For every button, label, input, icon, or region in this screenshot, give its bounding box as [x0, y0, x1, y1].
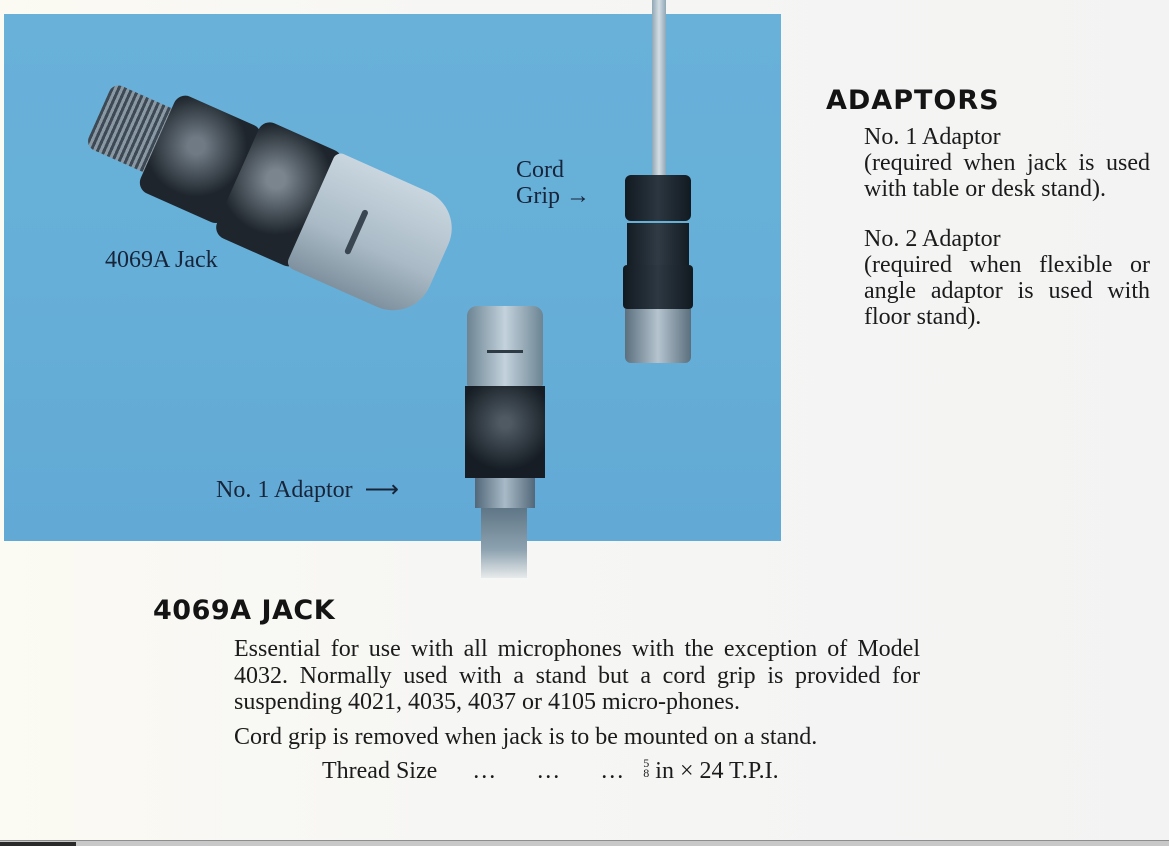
long-arrow-right-icon: ⟶ — [364, 477, 400, 503]
caption-cord-grip-word: Grip — [516, 183, 560, 209]
adaptor-item-description: (required when flexible or angle adaptor is used with floor stand). — [864, 252, 1150, 330]
thread-size-spec — [322, 758, 933, 784]
fraction-numerator: 5 — [643, 756, 650, 770]
jack-illustration — [15, 54, 433, 401]
adaptor-item-description: (required when jack is used with table or desk stand). — [864, 150, 1150, 202]
cord-grip-middle — [627, 223, 689, 265]
cord-grip-ring — [623, 265, 693, 309]
fraction-denominator: 8 — [643, 766, 650, 780]
adaptors-heading: ADAPTORS — [826, 85, 1000, 116]
caption-no1-adaptor-text: No. 1 Adaptor — [216, 477, 353, 503]
adaptor-knurled-section — [465, 386, 545, 478]
adaptors-section — [826, 84, 1156, 330]
adaptor-item-1 — [864, 124, 1156, 202]
jack-paragraph: Essential for use with all microphones with the exception of Model 4032. Normally used with a stand but a cord grip is provided for suspending 4021, 4035, 4037 or 4105 micro-phones. — [234, 636, 920, 715]
adaptor-slot — [487, 350, 523, 353]
spec-label: Thread Size — [322, 758, 438, 784]
caption-4069a-jack: 4069A Jack — [105, 247, 218, 273]
product-photo-panel — [4, 14, 781, 541]
cord-illustration — [652, 0, 666, 180]
adaptor-tube — [481, 508, 527, 578]
jack-paragraph: Cord grip is removed when jack is to be mounted on a stand. — [234, 723, 818, 750]
jack-section — [153, 594, 933, 784]
adaptor-collar — [475, 478, 535, 508]
caption-cord-grip-line2 — [516, 183, 590, 209]
page-bottom-edge — [0, 840, 1169, 846]
arrow-right-icon: → — [566, 183, 590, 209]
spec-leader-dots: ... ... ... — [473, 758, 626, 784]
adaptor-item-2 — [864, 226, 1156, 330]
spec-value: in × 24 T.P.I. — [649, 758, 779, 784]
cord-grip-top — [625, 175, 691, 221]
cord-grip-bottom — [625, 309, 691, 363]
caption-cord-grip — [516, 157, 590, 209]
caption-no1-adaptor — [216, 477, 399, 503]
page-bottom-edge-shadow — [0, 842, 76, 846]
adaptor-top — [467, 306, 543, 386]
jack-description — [234, 636, 920, 750]
caption-cord-grip-line1: Cord — [516, 157, 564, 183]
adaptor-item-name: No. 1 Adaptor — [864, 124, 1001, 150]
adaptor-item-name: No. 2 Adaptor — [864, 226, 1001, 252]
jack-heading: 4069A JACK — [153, 595, 336, 626]
